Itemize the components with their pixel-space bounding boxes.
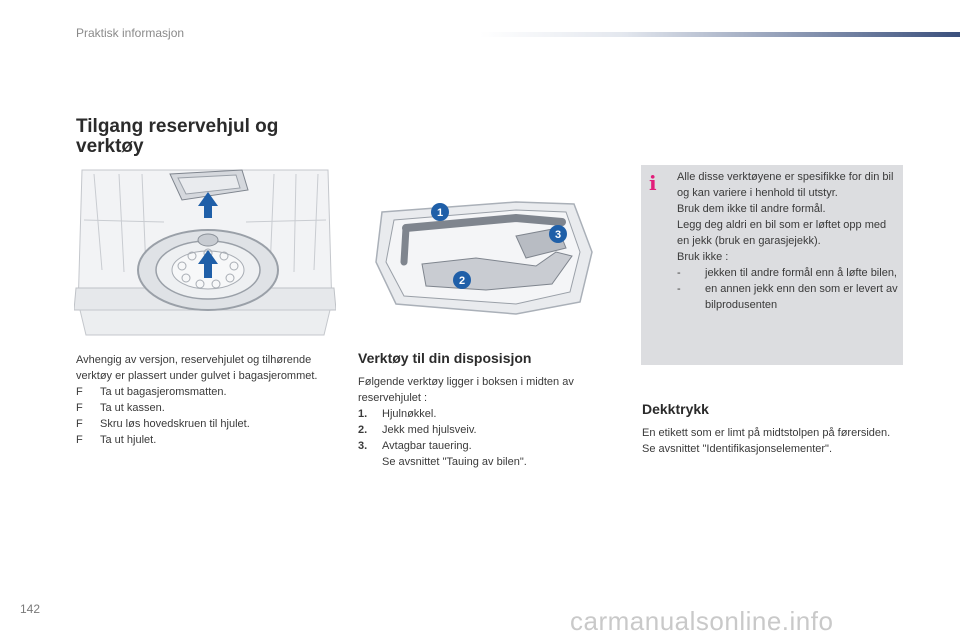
tools-note: Se avsnittet "Tauing av bilen". (382, 456, 527, 468)
section-header: Praktisk informasjon (76, 26, 185, 40)
list-item: F Skru løs hovedskruen til hjulet. (76, 418, 250, 430)
info-dash-list (677, 265, 899, 313)
callout-2: 2 (458, 275, 466, 287)
tyre-reference: Se avsnittet "Identifikasjonselementer". (642, 443, 833, 455)
callout-1: 1 (436, 207, 444, 219)
header-bar (480, 32, 960, 37)
tyre-text: En etikett som er limt på midtstolpen på førersiden. (642, 427, 891, 439)
intro-block (76, 352, 338, 448)
list-item: - jekken til andre formål enn å løfte bilen, (677, 267, 897, 279)
tyre-block (642, 425, 904, 457)
intro-steps (76, 384, 338, 448)
watermark: carmanualsonline.info (570, 606, 834, 636)
list-item: 3. Avtagbar tauering. (358, 440, 472, 452)
list-item: F Ta ut kassen. (76, 402, 165, 414)
list-item: F Ta ut bagasjeromsmatten. (76, 386, 227, 398)
tyre-heading: Dekktrykk (642, 401, 709, 417)
tool-box-illustration (366, 192, 606, 320)
tools-text: Følgende verktøy ligger i boksen i midten av reservehjulet : (358, 376, 574, 404)
info-text: Alle disse verktøyene er spesifikke for din bil og kan variere i henhold til utstyr. Bruk dem ikke til andre formål. Legg deg aldri en bil som er løftet opp med en jekk (bruk en garasjejekk). Bruk ikke : - jekken til andre formål enn å løfte bilen, - en annen jekk enn den som er levert av bilprodusenten (677, 171, 898, 311)
list-item: 1. Hjulnøkkel. (358, 408, 437, 420)
list-item: F Ta ut hjulet. (76, 434, 157, 446)
tools-heading: Verktøy til din disposisjon (358, 350, 532, 366)
list-item: 2. Jekk med hjulsveiv. (358, 424, 477, 436)
spare-wheel-illustration (74, 160, 336, 338)
page-number: 142 (20, 602, 41, 616)
tools-list (358, 406, 608, 454)
tools-block (358, 374, 608, 470)
list-item: - en annen jekk enn den som er levert av bilprodusenten (677, 283, 898, 311)
page-title: Tilgang reservehjul og verktøy (76, 116, 279, 157)
callout-3: 3 (554, 229, 562, 241)
intro-text: Avhengig av versjon, reservehjulet og tilhørende verktøy er plassert under gulvet i bagasjerommet. (76, 354, 318, 382)
info-icon: i (649, 171, 657, 195)
